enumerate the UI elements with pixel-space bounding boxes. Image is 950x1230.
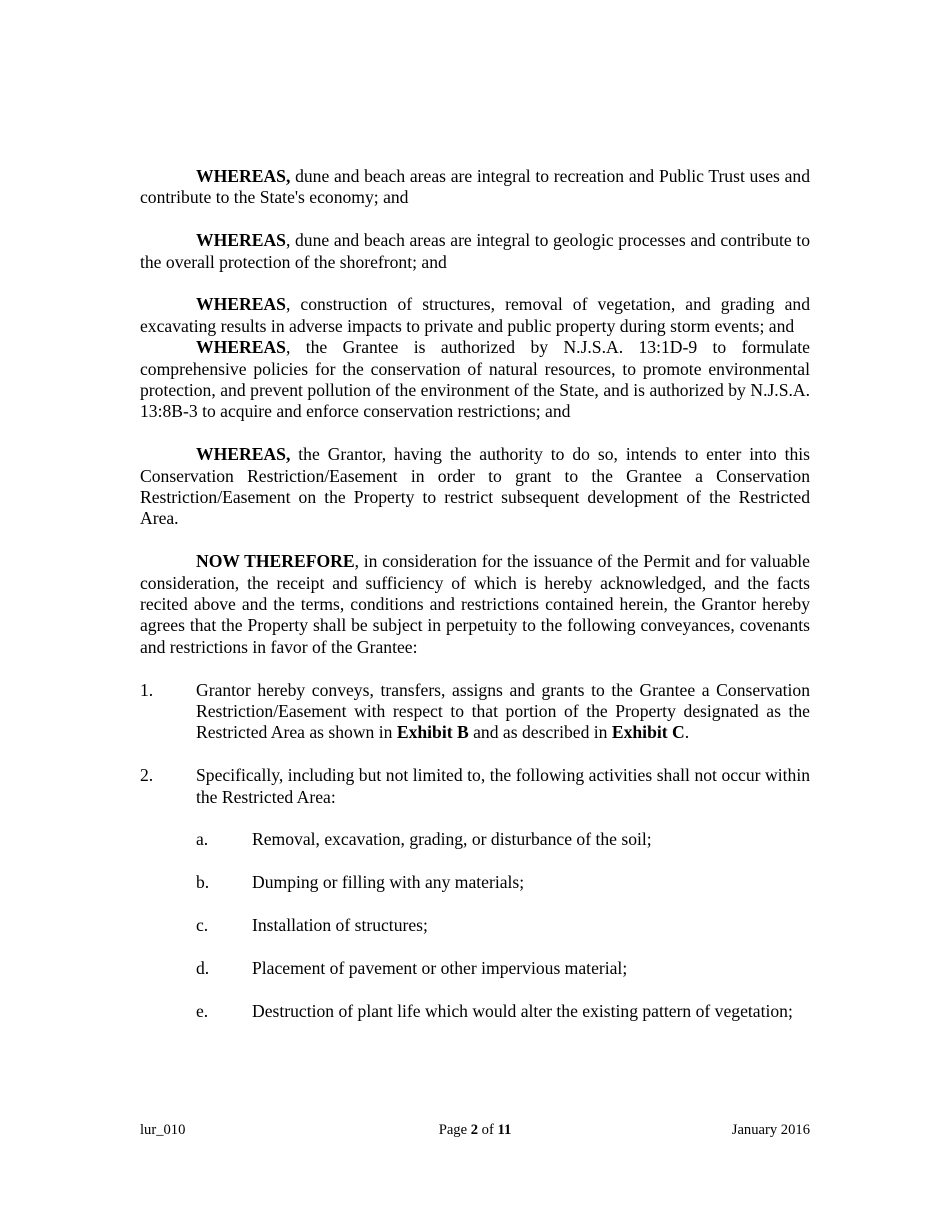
sub-item-text: Dumping or filling with any materials; [252, 872, 525, 893]
item-number: 1. [140, 679, 154, 700]
page-footer [140, 1120, 810, 1140]
list-item [196, 1001, 810, 1022]
sub-item-text: Installation of structures; [252, 915, 428, 936]
sub-item-letter: c. [196, 915, 209, 936]
total-pages: 11 [497, 1122, 512, 1138]
current-page: 2 [470, 1122, 479, 1138]
paragraph-text: , dune and beach areas are integral to geologic processes and contribute to the overall protection of the shorefront; and [140, 230, 810, 272]
whereas-paragraph-geologic [140, 230, 810, 273]
whereas-paragraph-grantee-authority [140, 337, 810, 423]
whereas-paragraph-recreation [140, 166, 810, 209]
item-text-part: Grantor hereby conveys, transfers, assigns and grants to the Grantee a Conservation Restriction/Easement with respect to that portion of the Property designated as the Restricted Area as shown in [196, 679, 810, 743]
paragraph-text: the Grantor, having the authority to do so, intends to enter into this Conservation Restriction/Easement in order to grant to the Grantee a Conservation Restriction/Easement on the Property to restrict subsequent development of the Restricted Area. [140, 444, 810, 529]
exhibit-c-reference: Exhibit C [611, 722, 685, 743]
item-text-part: . [684, 722, 690, 743]
sub-item-text: Removal, excavation, grading, or disturbance of the soil; [252, 829, 652, 850]
numbered-item-2 [140, 765, 810, 808]
sub-item-letter: d. [196, 957, 210, 978]
page-of: of [478, 1122, 498, 1138]
item-text: Specifically, including but not limited to, the following activities shall not occur within the Restricted Area: [196, 765, 810, 807]
sub-item-letter: b. [196, 872, 210, 893]
paragraph-lead: WHEREAS [196, 294, 286, 315]
paragraph-text: , construction of structures, removal of vegetation, and grading and excavating results in adverse impacts to private and public property during storm events; and [140, 294, 810, 336]
page-number [140, 1120, 810, 1140]
revision-date: January 2016 [731, 1122, 810, 1138]
sub-item-letter: a. [196, 829, 209, 850]
sub-item-text: Placement of pavement or other impervious material; [252, 957, 628, 978]
prohibited-activities-list [196, 829, 810, 1022]
paragraph-lead: NOW THEREFORE [196, 551, 355, 572]
item-text [196, 680, 810, 744]
paragraph-text: , the Grantee is authorized by N.J.S.A. 13:1D-9 to formulate comprehensive policies for the conservation of natural resources, to promote environmental protection, and prevent pollution of the environment of the State, and is authorized by N.J.S.A. 13:8B-3 to acquire and enforce conservation restrictions; and [140, 337, 810, 422]
paragraph-lead: WHEREAS [196, 230, 286, 251]
paragraph-lead: WHEREAS, [196, 166, 291, 186]
sub-item-text: Destruction of plant life which would alter the existing pattern of vegetation; [252, 1000, 793, 1021]
numbered-item-1 [140, 680, 810, 744]
page-prefix: Page [438, 1122, 471, 1138]
list-item [196, 915, 810, 936]
list-item [196, 829, 810, 850]
list-item [196, 958, 810, 979]
item-number: 2. [140, 765, 154, 786]
paragraph-text: dune and beach areas are integral to recreation and Public Trust uses and contribute to the State's economy; and [140, 166, 810, 208]
sub-item-letter: e. [196, 1000, 209, 1021]
paragraph-lead: WHEREAS, [196, 444, 291, 465]
exhibit-b-reference: Exhibit B [396, 722, 469, 743]
list-item [196, 872, 810, 893]
form-id: lur_010 [140, 1122, 186, 1138]
whereas-paragraph-construction [140, 294, 810, 337]
paragraph-text: , in consideration for the issuance of the Permit and for valuable consideration, the receipt and sufficiency of which is hereby acknowledged, and the facts recited above and the terms, conditions and restrictions contained herein, the Grantor hereby agrees that the Property shall be subject in perpetuity to the following conveyances, covenants and restrictions in favor of the Grantee: [140, 551, 810, 657]
whereas-paragraph-grantor-intent [140, 444, 810, 530]
item-text-part: and as described in [468, 722, 612, 743]
now-therefore-paragraph [140, 551, 810, 658]
paragraph-lead: WHEREAS [196, 337, 286, 358]
document-body [140, 166, 810, 1043]
